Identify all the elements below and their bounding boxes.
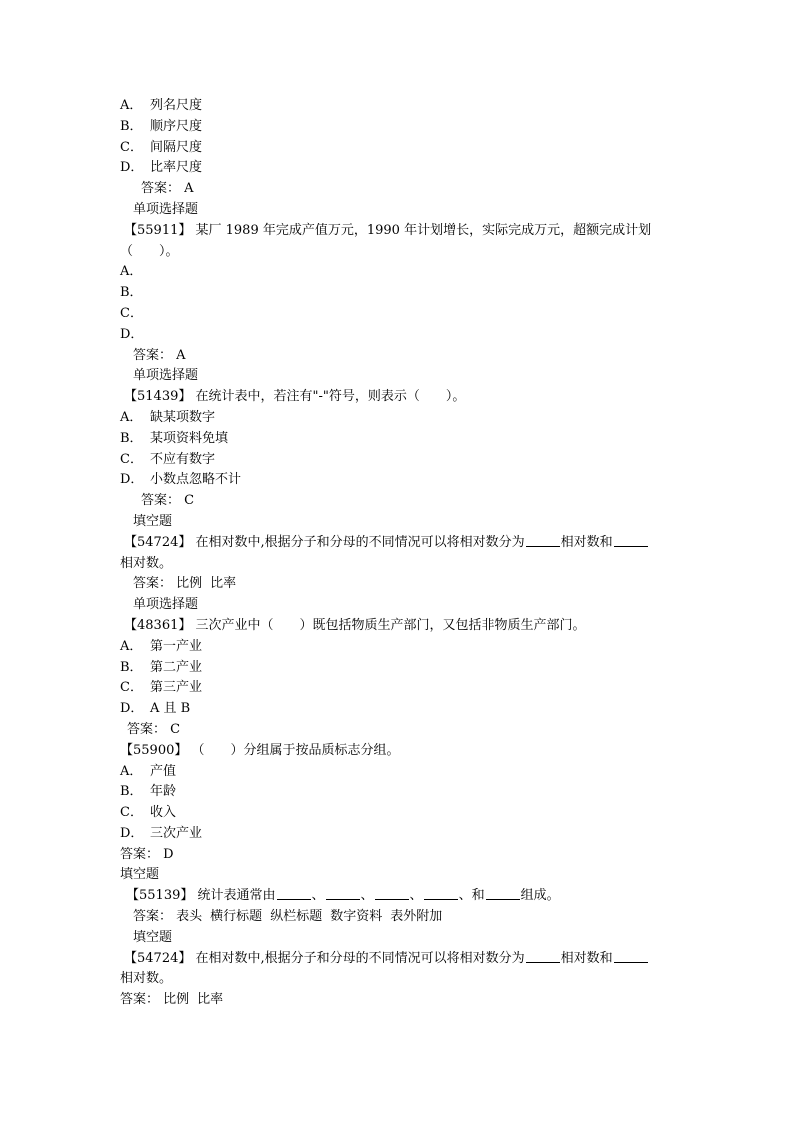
fill-blank xyxy=(614,950,648,963)
option-d: D． 比率尺度 xyxy=(120,160,203,176)
fill-blank xyxy=(486,887,520,900)
question-type: 单项选择题 xyxy=(133,597,199,613)
option-c: C． 收入 xyxy=(120,805,177,821)
option-b: B． 年龄 xyxy=(120,784,177,800)
question-type: 单项选择题 xyxy=(133,201,199,217)
question-id: 【48361】 xyxy=(124,617,192,633)
answer-line: 答案： 比例 比率 xyxy=(133,576,237,592)
question-type: 填空题 xyxy=(133,929,173,945)
fill-blank xyxy=(526,950,560,963)
option-b: B． xyxy=(120,285,143,301)
question-id: 【51439】 xyxy=(124,389,192,405)
option-c: C． xyxy=(120,305,143,321)
question-id: 【55911】 xyxy=(124,222,192,238)
option-a: A． 缺某项数字 xyxy=(120,409,216,425)
answer-line: 答案： D xyxy=(120,846,174,862)
question-stem: 【54724】 在相对数中,根据分子和分母的不同情况可以将相对数分为 相对数和 xyxy=(120,533,700,554)
option-a: A． 产值 xyxy=(120,763,177,779)
option-b: B． 第二产业 xyxy=(120,659,203,675)
question-id: 【54724】 xyxy=(124,534,192,550)
option-a: A． 列名尺度 xyxy=(120,98,203,113)
option-d: D． xyxy=(120,326,144,342)
option-a: A． 第一产业 xyxy=(120,638,203,654)
question-stem: 【51439】 在统计表中，若注有"-"符号，则表示（ ）。 xyxy=(124,389,466,405)
option-c: C． 第三产业 xyxy=(120,680,203,696)
answer-line: 答案： A xyxy=(133,347,186,363)
answer-line: 答案： A xyxy=(141,181,194,197)
option-d: D． 三次产业 xyxy=(120,825,203,841)
question-id: 【55139】 xyxy=(126,888,194,904)
option-b: B． 某项资料免填 xyxy=(120,430,229,446)
answer-line: 答案： 比例 比率 xyxy=(120,992,224,1008)
question-stem: 【48361】 三次产业中（ ）既包括物质生产部门，又包括非物质生产部门。 xyxy=(124,617,586,633)
question-stem: 【55900】 （ ）分组属于按品质标志分组。 xyxy=(120,742,400,758)
document-page xyxy=(120,96,700,1011)
option-d: D． A 且 B xyxy=(120,701,191,717)
fill-blank xyxy=(526,534,560,547)
answer-line: 答案： 表头 横行标题 纵栏标题 数字资料 表外附加 xyxy=(133,909,443,925)
answer-line: 答案： C xyxy=(141,493,195,509)
question-type: 填空题 xyxy=(120,867,160,883)
question-stem-cont: （ ）。 xyxy=(120,243,179,259)
fill-blank xyxy=(326,887,360,900)
question-stem-cont: 相对数。 xyxy=(120,971,173,987)
question-stem: 【55139】 统计表通常由 、 、 、 、和 组成。 xyxy=(126,888,560,904)
question-id: 【54724】 xyxy=(124,950,192,966)
option-a: A． xyxy=(120,264,143,280)
option-d: D． 小数点忽略不计 xyxy=(120,472,242,488)
option-c: C． 间隔尺度 xyxy=(120,139,203,155)
question-id: 【55900】 xyxy=(120,742,188,758)
fill-blank xyxy=(614,534,648,547)
question-stem-cont: 相对数。 xyxy=(120,555,173,571)
option-c: C． 不应有数字 xyxy=(120,451,216,467)
question-stem: 【55911】 某厂 1989 年完成产值万元，1990 年计划增长，实际完成万元，超额完成计划 xyxy=(124,222,652,238)
fill-blank xyxy=(375,887,409,900)
option-b: B． 顺序尺度 xyxy=(120,118,203,134)
question-stem: 【54724】 在相对数中,根据分子和分母的不同情况可以将相对数分为 相对数和 xyxy=(120,949,700,970)
fill-blank xyxy=(277,887,311,900)
question-type: 单项选择题 xyxy=(133,368,199,384)
fill-blank xyxy=(424,887,458,900)
question-type: 填空题 xyxy=(133,513,173,529)
answer-line: 答案： C xyxy=(127,721,181,737)
